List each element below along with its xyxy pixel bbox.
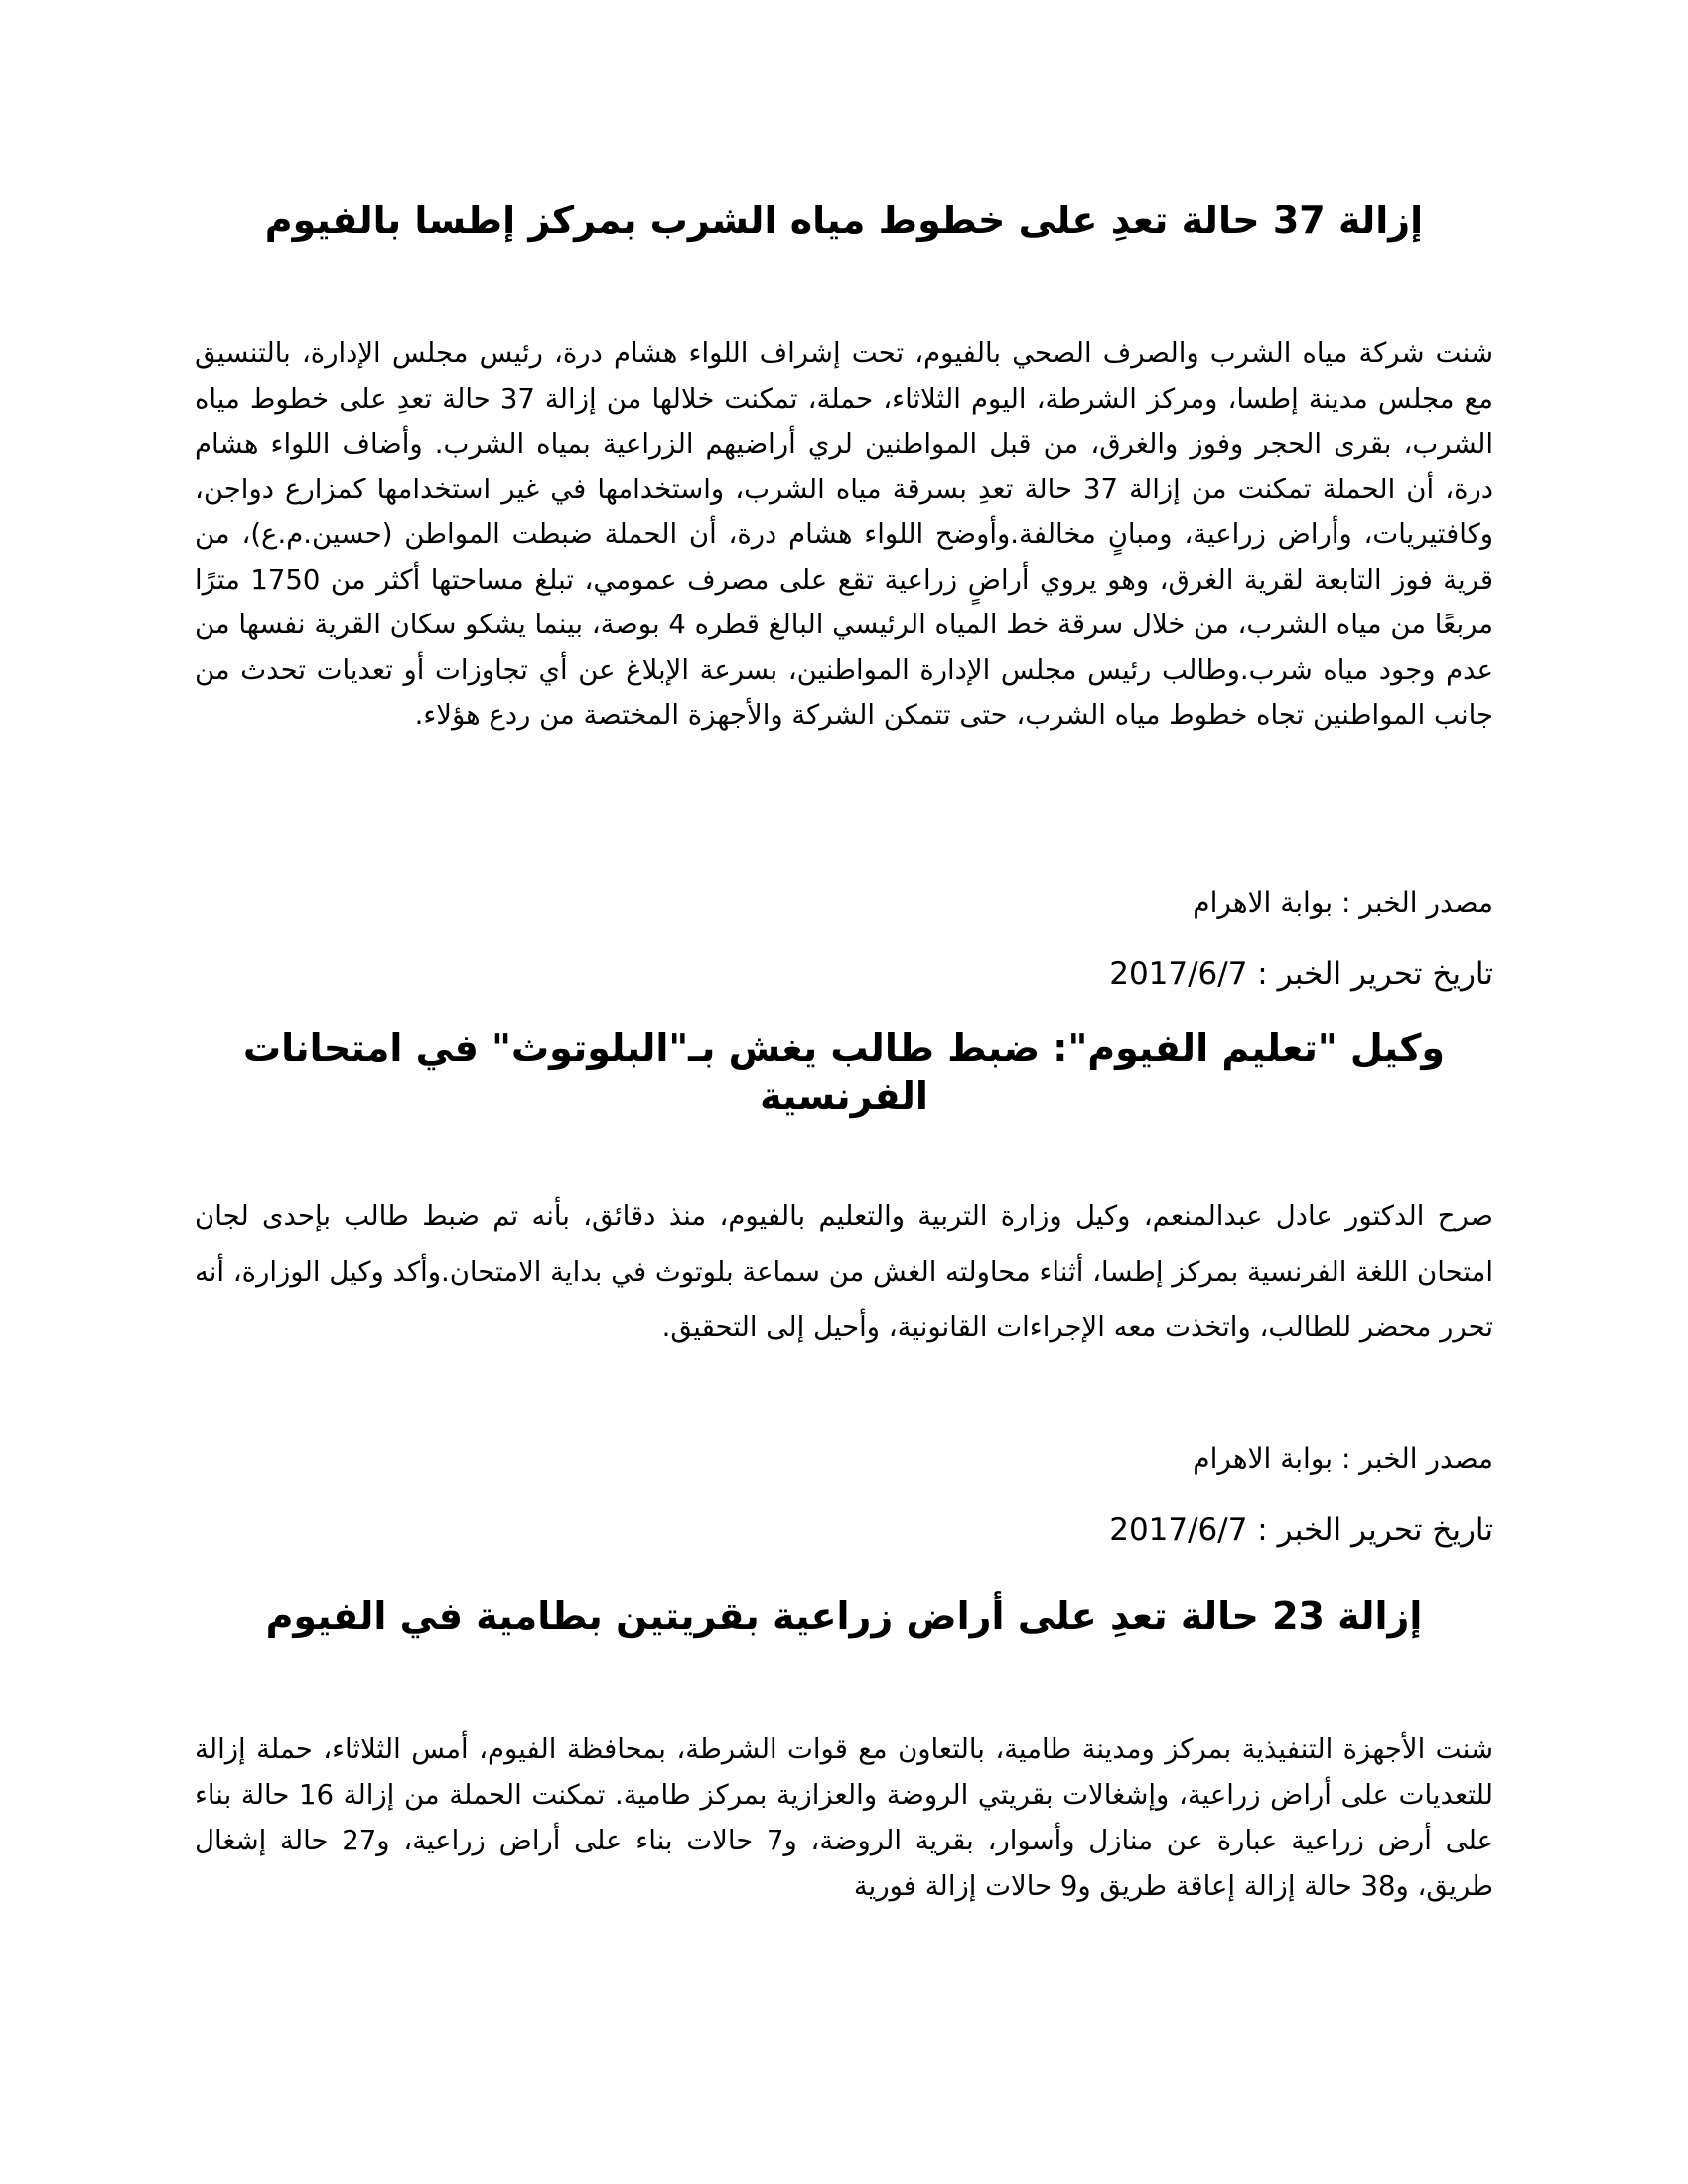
- article-title: إزالة 23 حالة تعدِ على أراض زراعية بقريتين بطامية في الفيوم: [265, 1594, 1423, 1638]
- article-source: مصدر الخبر : بوابة الاهرام: [1193, 1442, 1493, 1475]
- article-body: شنت الأجهزة التنفيذية بمركز ومدينة طامية، بالتعاون مع قوات الشرطة، بمحافظة الفيوم، أمس الثلاثاء، حملة إزالة للتعديات على أراض زراعية، وإشغالات بقريتي الروضة والعزازية بمركز طامية. تمكنت الحملة من إزالة 16 حالة بناء على أرض زراعية عبارة عن منازل وأسوار، بقرية الروضة، و7 حالات بناء على أراض زراعية، و27 حالة إشغال طريق، و38 حالة إزالة إعاقة طريق و9 حالات إزالة فورية: [195, 1733, 1494, 1902]
- document-page: [195, 0, 1493, 2184]
- article-body: صرح الدكتور عادل عبدالمنعم، وكيل وزارة التربية والتعليم بالفيوم، منذ دقائق، بأنه تم ضبط طالب بإحدى لجان امتحان اللغة الفرنسية بمركز إطسا، أثناء محاولته الغش من سماعة بلوتوث في بداية الامتحان.وأكد وكيل الوزارة، أنه تحرر محضر للطالب، واتخذت معه الإجراءات القانونية، وأحيل إلى التحقيق.: [195, 1200, 1493, 1343]
- article-title: إزالة 37 حالة تعدِ على خطوط مياه الشرب بمركز إطسا بالفيوم: [264, 199, 1424, 242]
- article-date: تاريخ تحرير الخبر : 2017/6/7: [1109, 956, 1493, 992]
- article-body: شنت شركة مياه الشرب والصرف الصحي بالفيوم، تحت إشراف اللواء هشام درة، رئيس مجلس الإدارة، بالتنسيق مع مجلس مدينة إطسا، ومركز الشرطة، اليوم الثلاثاء، حملة، تمكنت خلالها من إزالة 37 حالة تعدِ على خطوط مياه الشرب، بقرى الحجر وفوز والغرق، من قبل المواطنين لري أراضيهم الزراعية بمياه الشرب. وأضاف اللواء هشام درة، أن الحملة تمكنت من إزالة 37 حالة تعدِ بسرقة مياه الشرب، واستخدامها في غير استخدامها كمزارع دواجن، وكافتيريات، وأراض زراعية، ومبانٍ مخالفة.وأوضح اللواء هشام درة، أن الحملة ضبطت المواطن (حسين.م.ع)، من قرية فوز التابعة لقرية الغرق، وهو يروي أراضٍ زراعية تقع على مصرف عمومي، تبلغ مساحتها أكثر من 1750 مترًا مربعًا من مياه الشرب، من خلال سرقة خط المياه الرئيسي البالغ قطره 4 بوصة، بينما يشكو سكان القرية نفسها من عدم وجود مياه شرب.وطالب رئيس مجلس الإدارة المواطنين، بسرعة الإبلاغ عن أي تجاوزات أو تعديات تحدث من جانب المواطنين تجاه خطوط مياه الشرب، حتى تتمكن الشركة والأجهزة المختصة من ردع هؤلاء.: [195, 338, 1494, 731]
- article-date: تاريخ تحرير الخبر : 2017/6/7: [1109, 1512, 1493, 1548]
- article-source: مصدر الخبر : بوابة الاهرام: [1193, 887, 1493, 919]
- article-title: وكيل "تعليم الفيوم": ضبط طالب يغش بـ"البلوتوث" في امتحانات الفرنسية: [242, 1026, 1446, 1118]
